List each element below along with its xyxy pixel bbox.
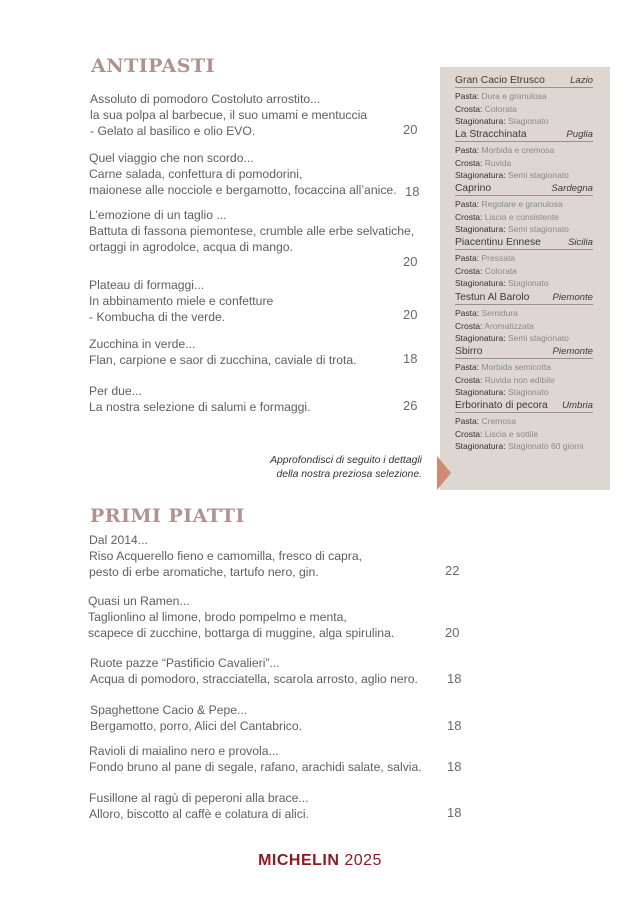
dish-name: Fusillone al ragù di peperoni alla brace... (89, 791, 309, 805)
stagionatura-label: Stagionatura: (455, 170, 506, 181)
cheese-note (270, 454, 422, 482)
dish-price: 18 (447, 759, 462, 774)
dish-description: La nostra selezione di salumi e formaggi. (89, 400, 311, 414)
antipasti-title: ANTIPASTI (91, 55, 216, 77)
pasta-value: Pressata (481, 253, 516, 263)
dish-price: 18 (447, 805, 462, 820)
michelin-footer (0, 852, 640, 870)
cheese-item (455, 346, 593, 399)
menu-item (90, 91, 367, 139)
menu-item (90, 702, 302, 734)
stagionatura-value: Semi stagionato (507, 224, 569, 235)
cheese-region: Lazio (570, 75, 593, 86)
dish-price: 20 (403, 254, 418, 269)
pasta-value: Morbida e cremosa (481, 145, 555, 155)
cheese-selection-panel (440, 67, 610, 490)
cheese-item (455, 292, 593, 345)
crosta-label: Crosta: (455, 374, 483, 385)
cheese-name: Caprino (455, 183, 492, 194)
pasta-label: Pasta: (455, 145, 480, 155)
crosta-value: Ruvida (484, 157, 512, 168)
dish-name: Ruote pazze “Pastificio Cavalieri”... (90, 656, 280, 670)
pasta-label: Pasta: (455, 362, 480, 372)
stagionatura-label: Stagionatura: (455, 333, 506, 344)
dish-description: Alloro, biscotto al caffè e colatura di alici. (89, 807, 309, 821)
pasta-value: Cremosa (481, 416, 516, 426)
cheese-name: Piacentinu Ennese (455, 237, 541, 248)
cheese-name: Sbirro (455, 346, 483, 357)
cheese-item (455, 75, 593, 128)
dish-description: Acqua di pomodoro, stracciatella, scarola arrosto, aglio nero. (90, 672, 418, 686)
dish-description: pesto di erbe aromatiche, tartufo nero, gin. (89, 565, 319, 579)
pasta-value: Regolare e granulosa (481, 199, 563, 209)
dish-description: scapece di zucchine, bottarga di muggine, alga spirulina. (88, 626, 395, 640)
dish-price: 20 (445, 625, 460, 640)
dish-price: 18 (447, 718, 462, 733)
dish-description: Flan, carpione e saor di zucchina, caviale di trota. (89, 353, 357, 367)
dish-name: Per due... (89, 384, 142, 398)
crosta-value: Colorata (484, 103, 517, 114)
crosta-value: Liscia e sottile (484, 428, 539, 439)
primi-piatti-title: PRIMI PIATTI (90, 505, 245, 527)
menu-item (89, 277, 273, 325)
dish-description: - Gelato al basilico e olio EVO. (90, 124, 256, 138)
pasta-label: Pasta: (455, 253, 480, 263)
menu-item (89, 207, 414, 255)
dish-price: 18 (403, 351, 418, 366)
stagionatura-value: Stagionato (507, 387, 549, 398)
menu-item (89, 790, 309, 822)
dish-name: Quel viaggio che non scordo... (89, 151, 254, 165)
stagionatura-value: Stagionato 60 giorni (507, 441, 584, 452)
michelin-brand: MICHELIN (258, 852, 340, 869)
dish-description: Bergamotto, porro, Alici del Cantabrico. (90, 719, 303, 733)
dish-name: Spaghettone Cacio & Pepe... (90, 703, 248, 717)
cheese-item (455, 237, 593, 290)
cheese-name: Erborinato di pecora (455, 400, 548, 411)
menu-item (89, 532, 362, 580)
stagionatura-label: Stagionatura: (455, 441, 506, 452)
dish-price: 18 (447, 671, 462, 686)
dish-description: Fondo bruno al pane di segale, rafano, arachidi salate, salvia. (89, 760, 422, 774)
cheese-item (455, 183, 593, 236)
pasta-value: Semidura (481, 308, 518, 318)
crosta-label: Crosta: (455, 157, 483, 168)
dish-name: Zucchina in verde... (89, 337, 196, 351)
pasta-label: Pasta: (455, 91, 480, 101)
dish-name: Quasi un Ramen... (88, 594, 190, 608)
crosta-label: Crosta: (455, 428, 483, 439)
menu-item (88, 593, 394, 641)
menu-item (90, 655, 418, 687)
dish-description: Riso Acquerello fieno e camomilla, fresco di capra, (89, 549, 362, 563)
pasta-value: Dura e granulosa (481, 91, 547, 101)
dish-description: Taglionlino al limone, brodo pompelmo e menta, (88, 610, 347, 624)
cheese-region: Sicilia (567, 237, 593, 248)
dish-price: 26 (403, 398, 418, 413)
cheese-name: La Stracchinata (455, 129, 527, 140)
crosta-value: Colorata (484, 265, 517, 276)
dish-name: Ravioli di maialino nero e provola... (89, 744, 279, 758)
cheese-item (455, 129, 593, 182)
crosta-label: Crosta: (455, 265, 483, 276)
cheese-region: Piemonte (552, 292, 593, 303)
cheese-region: Puglia (566, 129, 593, 140)
dish-description: la sua polpa al barbecue, il suo umami e mentuccia (90, 108, 368, 122)
stagionatura-label: Stagionatura: (455, 224, 506, 235)
cheese-item (455, 400, 593, 453)
dish-description: - Kombucha di the verde. (89, 310, 226, 324)
dish-description: Carne salada, confettura di pomodorini, (89, 167, 303, 181)
dish-name: Assoluto di pomodoro Costoluto arrostito... (90, 92, 321, 106)
cheese-name: Testun Al Barolo (455, 292, 530, 303)
note-line: della nostra preziosa selezione. (276, 469, 422, 480)
michelin-year: 2025 (344, 852, 382, 869)
pasta-label: Pasta: (455, 308, 480, 318)
dish-description: Battuta di fassona piemontese, crumble alle erbe selvatiche, (89, 224, 415, 238)
stagionatura-label: Stagionatura: (455, 278, 506, 289)
crosta-value: Aromatizzata (484, 320, 534, 331)
menu-item (89, 150, 397, 198)
dish-price: 20 (403, 122, 418, 137)
cheese-name: Gran Cacio Etrusco (455, 75, 545, 86)
cheese-region: Piemonte (552, 346, 593, 357)
dish-description: In abbinamento miele e confetture (89, 294, 274, 308)
stagionatura-label: Stagionatura: (455, 116, 506, 127)
dish-description: ortaggi in agrodolce, acqua di mango. (89, 240, 293, 254)
cheese-region: Sardegna (551, 183, 593, 194)
crosta-label: Crosta: (455, 103, 483, 114)
cheese-region: Umbria (562, 400, 593, 411)
menu-item (89, 743, 422, 775)
stagionatura-value: Semi stagionato (507, 170, 569, 181)
dish-name: Plateau di formaggi... (89, 278, 205, 292)
stagionatura-value: Semi stagionato (507, 333, 569, 344)
dish-price: 20 (403, 307, 418, 322)
dish-price: 22 (445, 563, 460, 578)
stagionatura-value: Stagionato (507, 116, 549, 127)
stagionatura-label: Stagionatura: (455, 387, 506, 398)
dish-name: L’emozione di un taglio ... (89, 208, 227, 222)
crosta-label: Crosta: (455, 320, 483, 331)
dish-name: Dal 2014... (89, 533, 148, 547)
dish-price: 18 (405, 184, 420, 199)
pasta-label: Pasta: (455, 416, 480, 426)
menu-item (89, 336, 357, 368)
crosta-value: Liscia e consistente (484, 211, 559, 222)
crosta-value: Ruvida non edibile (484, 374, 555, 385)
dish-description: maionese alle nocciole e bergamotto, focaccina all’anice. (89, 183, 397, 197)
menu-item (89, 383, 311, 415)
note-line: Approfondisci di seguito i dettagli (270, 455, 422, 466)
pasta-value: Morbida semicotta (481, 362, 551, 372)
crosta-label: Crosta: (455, 211, 483, 222)
pasta-label: Pasta: (455, 199, 480, 209)
stagionatura-value: Stagionato (507, 278, 549, 289)
